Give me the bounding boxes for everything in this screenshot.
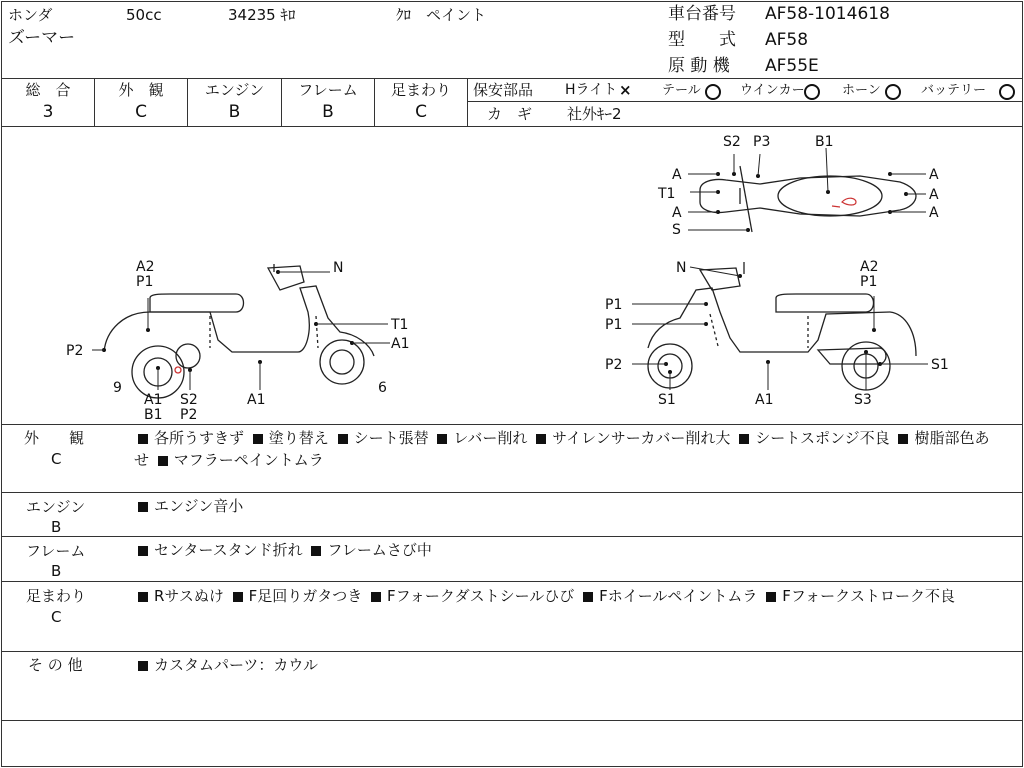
bullet-square-icon xyxy=(158,456,168,466)
bullet-square-icon xyxy=(138,502,148,512)
lbl-b1-left: B1 xyxy=(144,407,163,423)
remark-item: 樹脂部色あせ xyxy=(134,429,990,469)
remark-items-exterior xyxy=(134,427,1004,471)
lbl-a-top3: A xyxy=(929,167,939,183)
type-label: 型 式 xyxy=(668,30,736,50)
bullet-square-icon xyxy=(338,434,348,444)
bullet-square-icon xyxy=(253,434,263,444)
remark-item: シートスポンジ不良 xyxy=(755,429,890,447)
frame-label: フレーム xyxy=(298,81,358,99)
remark-grade-exterior: C xyxy=(51,450,62,468)
remark-label-engine: エンジン xyxy=(26,498,86,516)
remark-item: Fホイールペイントムラ xyxy=(599,587,758,605)
bullet-square-icon xyxy=(138,434,148,444)
color: ｸﾛ ペイント xyxy=(396,6,487,24)
lbl-9-left: 9 xyxy=(113,380,122,396)
winker-ok-icon xyxy=(804,84,820,100)
lbl-p2-right: P2 xyxy=(605,357,623,373)
bullet-square-icon xyxy=(898,434,908,444)
lbl-p1-right3: P1 xyxy=(605,317,623,333)
type-value: AF58 xyxy=(765,30,809,50)
remark-item: 各所うすきず xyxy=(154,429,245,447)
key-label: カ ギ xyxy=(487,105,533,123)
headlight-label: Hライト xyxy=(565,82,618,98)
exterior-grade: C xyxy=(135,102,147,122)
remark-item: センタースタンド折れ xyxy=(154,541,303,559)
damage-marker-left xyxy=(175,367,181,373)
maker: ホンダ xyxy=(8,6,53,24)
bullet-square-icon xyxy=(536,434,546,444)
engine-grade: B xyxy=(228,102,241,122)
lbl-s2-left: S2 xyxy=(180,392,198,408)
lbl-p1-right2: P1 xyxy=(605,297,623,313)
lbl-s1-right2: S1 xyxy=(931,357,949,373)
remark-items-frame xyxy=(134,539,1004,561)
lbl-a1-left2: A1 xyxy=(144,392,163,408)
lbl-s1-right1: S1 xyxy=(658,392,676,408)
remark-label-suspension: 足まわり xyxy=(26,587,87,605)
remark-item: Fフォークストローク不良 xyxy=(782,587,955,605)
lbl-n-left: N xyxy=(333,260,344,276)
remark-item: 塗り替え xyxy=(268,429,329,447)
tail-ok-icon xyxy=(705,84,721,100)
lbl-a2-right: A2 xyxy=(860,259,879,275)
overall-label: 総 合 xyxy=(25,81,71,99)
bullet-square-icon xyxy=(138,661,148,671)
lbl-p3-top: P3 xyxy=(753,134,771,150)
remark-item: レバー削れ xyxy=(453,429,528,447)
winker-label: ウインカー xyxy=(740,83,805,98)
remark-item: F足回りガタつき xyxy=(248,587,363,605)
battery-ok-icon xyxy=(999,84,1015,100)
lbl-a-top5: A xyxy=(929,205,939,221)
remark-grade-frame: B xyxy=(51,562,62,580)
lbl-a-top4: A xyxy=(929,187,939,203)
remark-item: Rサスぬけ xyxy=(154,587,224,605)
remark-item: マフラーペイントムラ xyxy=(173,451,324,469)
engine-label: エンジン xyxy=(204,81,265,99)
divider xyxy=(1,78,1022,79)
exterior-label: 外 観 xyxy=(118,81,164,99)
lbl-p2-left2: P2 xyxy=(180,407,198,423)
remark-items-other xyxy=(134,654,1004,676)
mileage: 34235 ｷﾛ xyxy=(228,6,296,24)
lbl-b1-top: B1 xyxy=(815,134,834,150)
lbl-a2-left: A2 xyxy=(136,259,155,275)
lbl-p2-left: P2 xyxy=(66,343,84,359)
lbl-a1-left1: A1 xyxy=(391,336,410,352)
overall-grade: 3 xyxy=(42,102,54,122)
horn-ok-icon xyxy=(885,84,901,100)
battery-label: バッテリー xyxy=(921,83,987,98)
lbl-t1-top: T1 xyxy=(658,186,676,202)
suspension-grade: C xyxy=(415,102,427,122)
lbl-a1-right: A1 xyxy=(755,392,774,408)
bullet-square-icon xyxy=(233,592,243,602)
displacement: 50cc xyxy=(126,6,162,24)
remark-item: シート張替 xyxy=(353,429,429,447)
engine-type-value: AF55E xyxy=(765,56,819,76)
lbl-s2-top: S2 xyxy=(723,134,741,150)
lbl-p1-right1: P1 xyxy=(860,274,878,290)
horn-label: ホーン xyxy=(842,83,881,98)
tail-label: テール xyxy=(662,83,701,98)
bullet-square-icon xyxy=(138,592,148,602)
lbl-a1-left3: A1 xyxy=(247,392,266,408)
remark-item: Fフォークダストシールひび xyxy=(387,587,575,605)
remark-label-exterior: 外 観 xyxy=(24,429,85,447)
lbl-a-top2: A xyxy=(672,205,682,221)
bullet-square-icon xyxy=(766,592,776,602)
remark-item: サイレンサーカバー削れ大 xyxy=(552,429,731,447)
lbl-t1-left: T1 xyxy=(391,317,409,333)
remark-item: フレームさび中 xyxy=(327,541,432,559)
lbl-s3-right: S3 xyxy=(854,392,872,408)
bullet-square-icon xyxy=(371,592,381,602)
damage-marker xyxy=(832,198,856,207)
frame-no-label: 車台番号 xyxy=(668,4,736,24)
suspension-label: 足まわり xyxy=(390,81,451,99)
remark-label-frame: フレーム xyxy=(26,542,86,560)
damage-diagram xyxy=(0,126,1022,424)
model-name: ズーマー xyxy=(8,28,76,48)
frame-no: AF58-1014618 xyxy=(765,4,890,24)
remark-label-other: そ の 他 xyxy=(28,656,83,674)
safety-label: 保安部品 xyxy=(473,81,534,99)
headlight-mark: × xyxy=(619,81,632,99)
lbl-6-left: 6 xyxy=(378,380,387,396)
bullet-square-icon xyxy=(437,434,447,444)
bullet-square-icon xyxy=(311,546,321,556)
lbl-s-top: S xyxy=(672,222,681,238)
lbl-a-top1: A xyxy=(672,167,682,183)
bullet-square-icon xyxy=(138,546,148,556)
remark-grade-suspension: C xyxy=(51,608,62,626)
remark-items-engine xyxy=(134,495,1004,517)
top-view-scooter xyxy=(700,166,916,232)
frame-grade: B xyxy=(322,102,334,122)
key-value: 社外ｷｰ2 xyxy=(567,105,622,123)
remark-items-suspension xyxy=(134,585,1004,607)
lbl-p1-left: P1 xyxy=(136,274,154,290)
lbl-n-right: N xyxy=(676,260,687,276)
remark-item: エンジン音小 xyxy=(154,497,244,515)
bullet-square-icon xyxy=(739,434,749,444)
remark-grade-engine: B xyxy=(51,518,62,536)
bullet-square-icon xyxy=(583,592,593,602)
engine-type-label: 原 動 機 xyxy=(668,56,730,76)
remark-item: カスタムパーツ：カウル xyxy=(154,656,318,674)
